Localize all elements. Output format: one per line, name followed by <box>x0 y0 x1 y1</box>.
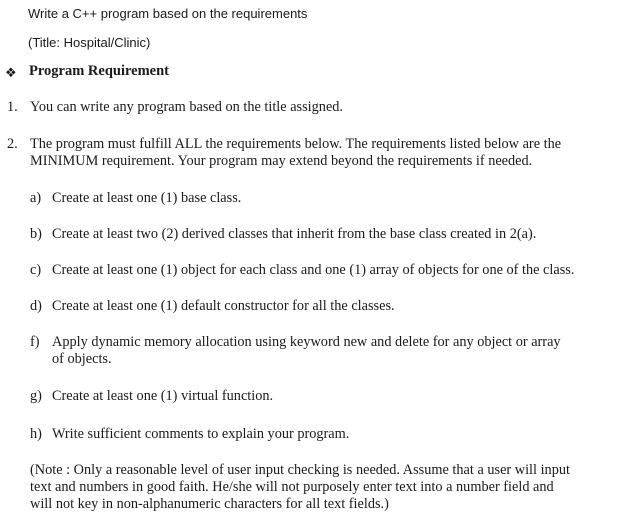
requirement-marker-h: h) <box>30 426 42 442</box>
note-line-3: will not key in non-alphanumeric characters for all text fields.) <box>30 496 389 512</box>
requirement-marker-d: d) <box>30 298 42 314</box>
requirement-c-text: Create at least one (1) object for each class and one (1) array of objects for one of the class. <box>52 262 575 278</box>
requirement-f-line-2: of objects. <box>52 351 112 367</box>
note-line-1: (Note : Only a reasonable level of user input checking is needed. Assume that a user will input <box>30 462 570 478</box>
section-heading: Program Requirement <box>29 63 170 79</box>
requirement-marker-g: g) <box>30 388 42 404</box>
diamond-bullet-icon: ❖ <box>5 65 17 80</box>
assignment-title: (Title: Hospital/Clinic) <box>28 35 151 50</box>
requirement-marker-c: c) <box>30 262 42 278</box>
requirement-marker-f: f) <box>30 334 40 350</box>
list-item-2-line-1: The program must fulfill ALL the requirements below. The requirements listed below are the <box>30 136 562 152</box>
requirement-marker-a: a) <box>30 190 42 206</box>
assignment-instruction: Write a C++ program based on the requirements <box>28 6 308 21</box>
requirement-f-line-1: Apply dynamic memory allocation using keyword new and delete for any object or array <box>52 334 561 350</box>
list-item-1-text: You can write any program based on the title assigned. <box>30 99 344 115</box>
note-line-2: text and numbers in good faith. He/she will not purposely enter text into a number field and <box>30 479 554 495</box>
list-number-1: 1. <box>7 99 18 115</box>
requirement-d-text: Create at least one (1) default constructor for all the classes. <box>52 298 395 314</box>
requirement-a-text: Create at least one (1) base class. <box>52 190 242 206</box>
list-item-2-line-2: MINIMUM requirement. Your program may extend beyond the requirements if needed. <box>30 153 533 169</box>
requirement-marker-b: b) <box>30 226 42 242</box>
requirement-b-text: Create at least two (2) derived classes that inherit from the base class created in 2(a). <box>52 226 537 242</box>
list-number-2: 2. <box>7 136 18 152</box>
requirement-h-text: Write sufficient comments to explain your program. <box>52 426 350 442</box>
requirement-g-text: Create at least one (1) virtual function. <box>52 388 274 404</box>
